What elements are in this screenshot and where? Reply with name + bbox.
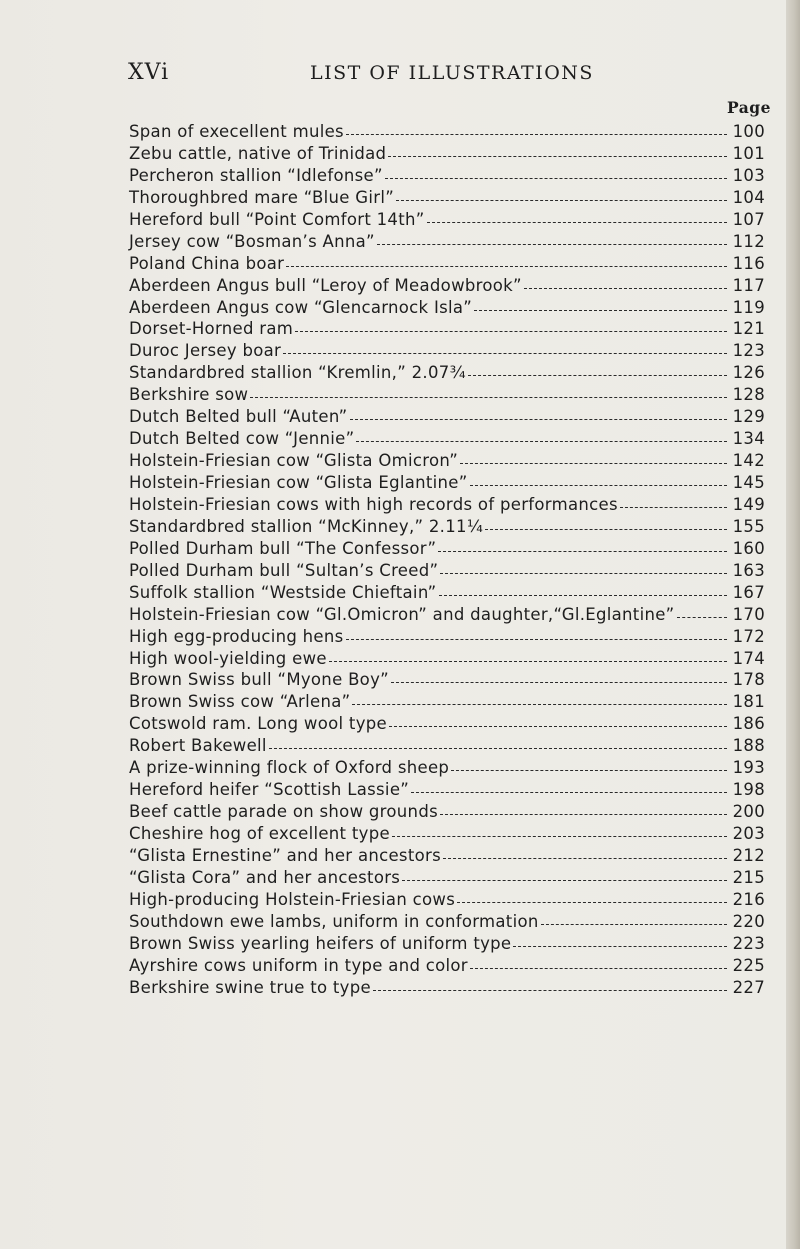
illustration-title: Robert Bakewell bbox=[129, 736, 267, 756]
dot-leader bbox=[485, 529, 727, 530]
list-item bbox=[129, 166, 765, 188]
dot-leader bbox=[474, 310, 727, 311]
page-number: 100 bbox=[732, 122, 765, 141]
dot-leader bbox=[402, 880, 727, 881]
list-item bbox=[129, 912, 765, 934]
page-number: 116 bbox=[732, 253, 765, 273]
list-item bbox=[129, 692, 765, 714]
page-number: 188 bbox=[732, 736, 765, 756]
page-column-label: Page bbox=[727, 98, 771, 117]
page-number: 160 bbox=[732, 538, 765, 558]
page-number: 104 bbox=[732, 187, 765, 207]
page-number: 134 bbox=[732, 429, 765, 449]
illustration-title: Span of execellent mules bbox=[129, 122, 344, 141]
list-item bbox=[129, 736, 765, 758]
list-item bbox=[129, 824, 765, 846]
illustration-title: Aberdeen Angus bull “Leroy of Meadowbrook” bbox=[129, 275, 522, 295]
dot-leader bbox=[250, 397, 727, 398]
illustration-title: Dorset-Horned ram bbox=[129, 319, 294, 339]
illustration-title: Standardbred stallion “McKinney,” 2.11¼ bbox=[129, 516, 484, 536]
dot-leader bbox=[541, 924, 727, 925]
illustration-title: Aberdeen Angus cow “Glencarnock Isla” bbox=[129, 297, 473, 317]
page-number: 129 bbox=[732, 407, 765, 427]
dot-leader bbox=[440, 814, 727, 815]
list-item bbox=[129, 714, 765, 736]
illustration-title: Brown Swiss cow “Arlena” bbox=[129, 692, 351, 712]
list-item bbox=[129, 495, 765, 517]
illustration-title: “Glista Cora” and her ancestors bbox=[129, 867, 401, 887]
illustration-title: Polled Durham bull “Sultan’s Creed” bbox=[129, 560, 439, 580]
page-number: 128 bbox=[732, 385, 765, 405]
page-number: 101 bbox=[732, 143, 765, 163]
dot-leader bbox=[391, 682, 727, 683]
list-item bbox=[129, 451, 765, 473]
illustration-title: Beef cattle parade on show grounds bbox=[129, 802, 438, 822]
list-item bbox=[129, 341, 765, 363]
list-item bbox=[129, 429, 765, 451]
dot-leader bbox=[329, 661, 727, 662]
dot-leader bbox=[388, 156, 727, 157]
page-number: 216 bbox=[732, 889, 765, 909]
list-item bbox=[129, 868, 765, 890]
list-item bbox=[129, 473, 765, 495]
illustration-title: Standardbred stallion “Kremlin,” 2.07¾ bbox=[129, 363, 466, 383]
page-number: 186 bbox=[732, 714, 765, 734]
dot-leader bbox=[269, 748, 727, 749]
dot-leader bbox=[411, 792, 727, 793]
dot-leader bbox=[470, 485, 727, 486]
illustration-title: A prize-winning flock of Oxford sheep bbox=[129, 758, 450, 778]
illustration-title: Duroc Jersey boar bbox=[129, 341, 282, 361]
illustration-title: Jersey cow “Bosman’s Anna” bbox=[129, 231, 375, 251]
page-number: 155 bbox=[732, 516, 765, 536]
illustration-title: Poland China boar bbox=[129, 253, 285, 273]
dot-leader bbox=[396, 200, 727, 201]
page-header bbox=[0, 60, 800, 90]
dot-leader bbox=[346, 639, 727, 640]
dot-leader bbox=[451, 770, 727, 771]
page-number: 117 bbox=[732, 275, 765, 295]
illustration-title: Holstein-Friesian cow “Gl.Omicron” and daughter,“Gl.Eglantine” bbox=[129, 604, 675, 624]
list-item bbox=[129, 670, 765, 692]
list-item bbox=[129, 298, 765, 320]
list-item bbox=[129, 254, 765, 276]
dot-leader bbox=[350, 419, 727, 420]
page-folio: XVi bbox=[128, 60, 170, 85]
dot-leader bbox=[295, 331, 727, 332]
list-item bbox=[129, 188, 765, 210]
page-edge bbox=[786, 0, 800, 1249]
dot-leader bbox=[620, 507, 727, 508]
dot-leader bbox=[439, 595, 727, 596]
list-item bbox=[129, 978, 765, 1000]
list-item bbox=[129, 122, 765, 144]
illustration-title: Ayrshire cows uniform in type and color bbox=[129, 955, 468, 975]
dot-leader bbox=[440, 573, 727, 574]
page-number: 203 bbox=[732, 824, 765, 843]
page-number: 172 bbox=[732, 626, 765, 646]
page-number: 145 bbox=[732, 473, 765, 492]
dot-leader bbox=[385, 178, 727, 179]
page-number: 227 bbox=[732, 977, 765, 997]
dot-leader bbox=[352, 704, 727, 705]
dot-leader bbox=[283, 353, 727, 354]
page-number: 215 bbox=[732, 867, 765, 887]
illustration-title: Berkshire swine true to type bbox=[129, 977, 371, 997]
page-number: 181 bbox=[732, 692, 765, 712]
illustration-title: Polled Durham bull “The Confessor” bbox=[129, 538, 437, 558]
illustration-title: Hereford heifer “Scottish Lassie” bbox=[129, 780, 410, 800]
dot-leader bbox=[457, 902, 727, 903]
page-number: 149 bbox=[732, 494, 765, 514]
running-title: LIST OF ILLUSTRATIONS bbox=[310, 62, 594, 84]
dot-leader bbox=[513, 946, 727, 947]
page-number: 200 bbox=[732, 802, 765, 822]
page-number: 198 bbox=[732, 780, 765, 800]
list-item bbox=[129, 363, 765, 385]
page-number: 193 bbox=[732, 758, 765, 778]
list-item bbox=[129, 583, 765, 605]
page-number: 126 bbox=[732, 363, 765, 383]
illustration-title: High wool-yielding ewe bbox=[129, 648, 327, 668]
illustration-title: Brown Swiss yearling heifers of uniform type bbox=[129, 933, 512, 953]
list-item bbox=[129, 649, 765, 671]
illustration-title: Holstein-Friesian cow “Glista Eglantine” bbox=[129, 473, 468, 492]
list-item bbox=[129, 319, 765, 341]
dot-leader bbox=[373, 990, 727, 991]
list-item bbox=[129, 956, 765, 978]
page-number: 119 bbox=[732, 297, 765, 317]
dot-leader bbox=[460, 463, 727, 464]
illustration-list bbox=[129, 122, 765, 1000]
dot-leader bbox=[377, 244, 727, 245]
list-item bbox=[129, 846, 765, 868]
illustration-title: Percheron stallion “Idlefonse” bbox=[129, 165, 383, 185]
page-number: 167 bbox=[732, 582, 765, 602]
page-number: 212 bbox=[732, 845, 765, 865]
illustration-title: Holstein-Friesian cows with high records of performances bbox=[129, 494, 618, 514]
illustration-title: Dutch Belted bull “Auten” bbox=[129, 407, 348, 427]
dot-leader bbox=[443, 858, 727, 859]
page-number: 123 bbox=[732, 341, 765, 361]
illustration-title: Dutch Belted cow “Jennie” bbox=[129, 429, 355, 449]
list-item bbox=[129, 385, 765, 407]
page-number: 220 bbox=[732, 911, 765, 931]
list-item bbox=[129, 890, 765, 912]
list-item bbox=[129, 605, 765, 627]
list-item bbox=[129, 934, 765, 956]
illustration-title: Southdown ewe lambs, uniform in conformation bbox=[129, 911, 539, 931]
page-number: 112 bbox=[732, 231, 765, 251]
dot-leader bbox=[524, 288, 727, 289]
dot-leader bbox=[389, 726, 727, 727]
dot-leader bbox=[346, 134, 727, 135]
illustration-title: Hereford bull “Point Comfort 14th” bbox=[129, 209, 425, 229]
dot-leader bbox=[286, 266, 727, 267]
page-number: 178 bbox=[732, 670, 765, 690]
list-item bbox=[129, 407, 765, 429]
illustration-title: Cheshire hog of excellent type bbox=[129, 824, 390, 843]
illustration-title: Thoroughbred mare “Blue Girl” bbox=[129, 187, 395, 207]
dot-leader bbox=[677, 617, 727, 618]
page-number: 103 bbox=[732, 165, 765, 185]
illustration-title: High-producing Holstein-Friesian cows bbox=[129, 889, 456, 909]
page-number: 163 bbox=[732, 560, 765, 580]
list-item bbox=[129, 517, 765, 539]
list-item bbox=[129, 758, 765, 780]
page-number: 225 bbox=[732, 955, 765, 975]
illustration-title: Zebu cattle, native of Trinidad bbox=[129, 143, 387, 163]
list-item bbox=[129, 627, 765, 649]
illustration-title: Holstein-Friesian cow “Glista Omicron” bbox=[129, 451, 459, 471]
illustration-title: High egg-producing hens bbox=[129, 626, 344, 646]
page-number: 170 bbox=[732, 604, 765, 624]
page-number: 142 bbox=[732, 451, 765, 471]
dot-leader bbox=[470, 968, 727, 969]
list-item bbox=[129, 144, 765, 166]
page-number: 107 bbox=[732, 209, 765, 229]
list-item bbox=[129, 802, 765, 824]
dot-leader bbox=[468, 375, 727, 376]
list-item bbox=[129, 276, 765, 298]
list-item bbox=[129, 232, 765, 254]
page-number: 223 bbox=[732, 933, 765, 953]
list-item bbox=[129, 780, 765, 802]
list-item bbox=[129, 561, 765, 583]
illustration-title: Suffolk stallion “Westside Chieftain” bbox=[129, 582, 437, 602]
dot-leader bbox=[392, 836, 727, 837]
illustration-title: Brown Swiss bull “Myone Boy” bbox=[129, 670, 389, 690]
list-item bbox=[129, 210, 765, 232]
page-number: 174 bbox=[732, 648, 765, 668]
dot-leader bbox=[427, 222, 727, 223]
illustration-title: “Glista Ernestine” and her ancestors bbox=[129, 845, 441, 865]
page-number: 121 bbox=[732, 319, 765, 339]
illustration-title: Cotswold ram. Long wool type bbox=[129, 714, 387, 734]
dot-leader bbox=[438, 551, 727, 552]
dot-leader bbox=[356, 441, 727, 442]
illustration-title: Berkshire sow bbox=[129, 385, 249, 405]
list-item bbox=[129, 539, 765, 561]
